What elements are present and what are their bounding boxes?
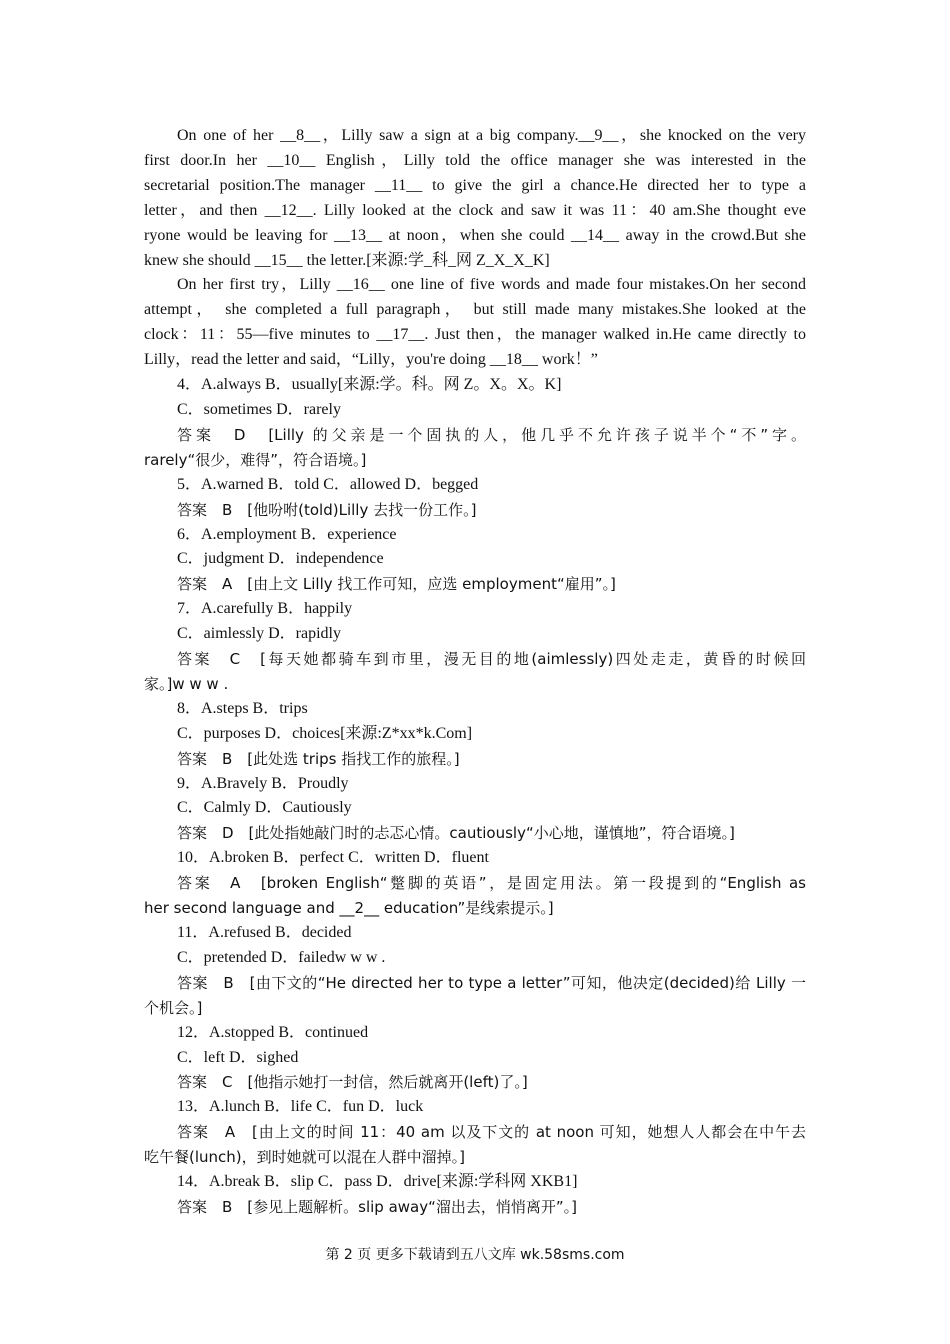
question-line: 6．A.employment B．experience <box>177 525 397 543</box>
answer-line: her second language and __2__ education”是线索提示。] <box>144 899 554 918</box>
answer-line: 答案 A [由上文的时间 11：40 am 以及下文的 at noon 可知，她想人人都会在中午去 <box>177 1123 806 1142</box>
question-line: 13．A.lunch B．life C．fun D．luck <box>177 1098 424 1116</box>
text-line: attempt， she completed a full paragraph， but still made many mistakes.She looked at the <box>144 301 806 319</box>
text-line: letter，and then __12__. Lilly looked at the clock and saw it was 11：40 am.She thought eve <box>144 201 806 219</box>
question-line: C．aimlessly D．rapidly <box>177 625 341 643</box>
answer-line: 答案 C [他指示她打一封信，然后就离开(left)了。] <box>177 1073 528 1092</box>
text-line: clock：11：55—five minutes to __17__. Just then，the manager walked in.He came directly to <box>144 326 806 344</box>
answer-line: 家。]w w w . <box>144 674 229 693</box>
answer-line: 答案 B [他吩咐(told)Lilly 去找一份工作。] <box>177 500 477 519</box>
question-line: C．Calmly D．Cautiously <box>177 799 352 817</box>
question-line: C．judgment D．independence <box>177 550 384 568</box>
answer-line: 吃午餐(lunch)，到时她就可以混在人群中溜掉。] <box>144 1148 465 1167</box>
question-line: 11．A.refused B．decided <box>177 924 352 941</box>
question-line: 9．A.Bravely B．Proudly <box>177 774 349 792</box>
question-line: C．sometimes D．rarely <box>177 400 341 418</box>
answer-line: 答案 D [此处指她敲门时的忐忑心情。cautiously“小心地，谨慎地”，符合语境。] <box>177 824 735 843</box>
question-line: 4．A.always B．usually[来源:学。科。网 Z。X。X。K] <box>177 376 562 394</box>
page-footer: 第 2 页 更多下载请到五八文库 wk.58sms.com <box>325 1247 625 1263</box>
question-line: 12．A.stopped B．continued <box>177 1023 369 1041</box>
question-line: 5．A.warned B．told C．allowed D．begged <box>177 475 479 493</box>
question-line: C．purposes D．choices[来源:Z*xx*k.Com] <box>177 724 473 742</box>
answer-line: 个机会。] <box>144 998 203 1017</box>
question-line: 14．A.break B．slip C．pass D．drive[来源:学科网 XKB1] <box>177 1173 578 1191</box>
document-body <box>144 124 806 1220</box>
question-line: 7．A.carefully B．happily <box>177 600 353 618</box>
text-line: knew she should __15__ the letter.[来源:学_科_网 Z_X_X_K] <box>144 251 550 269</box>
answer-line: 答案 B [由下文的“He directed her to type a letter”可知，他决定(decided)给 Lilly 一 <box>177 973 806 992</box>
text-line: first door.In her __10__ English，Lilly told the office manager she was interested in the <box>144 151 806 169</box>
answer-line: 答案 B [此处选 trips 指找工作的旅程。] <box>177 749 460 768</box>
text-line: secretarial position.The manager __11__ to give the girl a chance.He directed her to type a <box>144 176 806 194</box>
question-line: 8．A.steps B．trips <box>177 699 308 717</box>
answer-line: rarely“很少，难得”，符合语境。] <box>144 450 367 469</box>
question-line: 10．A.broken B．perfect C．written D．fluent <box>177 849 489 867</box>
text-line: On one of her __8__，Lilly saw a sign at a big company.__9__，she knocked on the very <box>177 127 806 144</box>
text-line: ryone would be leaving for __13__ at noon，when she could __14__ away in the crowd.But she <box>144 226 806 244</box>
answer-line: 答案 C [每天她都骑车到市里，漫无目的地(aimlessly)四处走走，黄昏的时候回 <box>177 650 806 669</box>
text-line: On her first try，Lilly __16__ one line of five words and made four mistakes.On her second <box>177 276 806 294</box>
question-line: C．pretended D．failedw w w . <box>177 948 386 966</box>
question-line: C．left D．sighed <box>177 1048 299 1066</box>
text-line: Lilly，read the letter and said，“Lilly，you're doing __18__ work！” <box>144 351 598 369</box>
answer-line: 答案 A [由上文 Lilly 找工作可知，应选 employment“雇用”。] <box>177 575 616 594</box>
answer-line: 答案 D [Lilly 的父亲是一个固执的人，他几乎不允许孩子说半个“不”字。 <box>177 425 806 444</box>
answer-line: 答案 B [参见上题解析。slip away“溜出去，悄悄离开”。] <box>177 1197 578 1216</box>
answer-line: 答案 A [broken English“蹩脚的英语”，是固定用法。第一段提到的“English as <box>177 874 806 893</box>
